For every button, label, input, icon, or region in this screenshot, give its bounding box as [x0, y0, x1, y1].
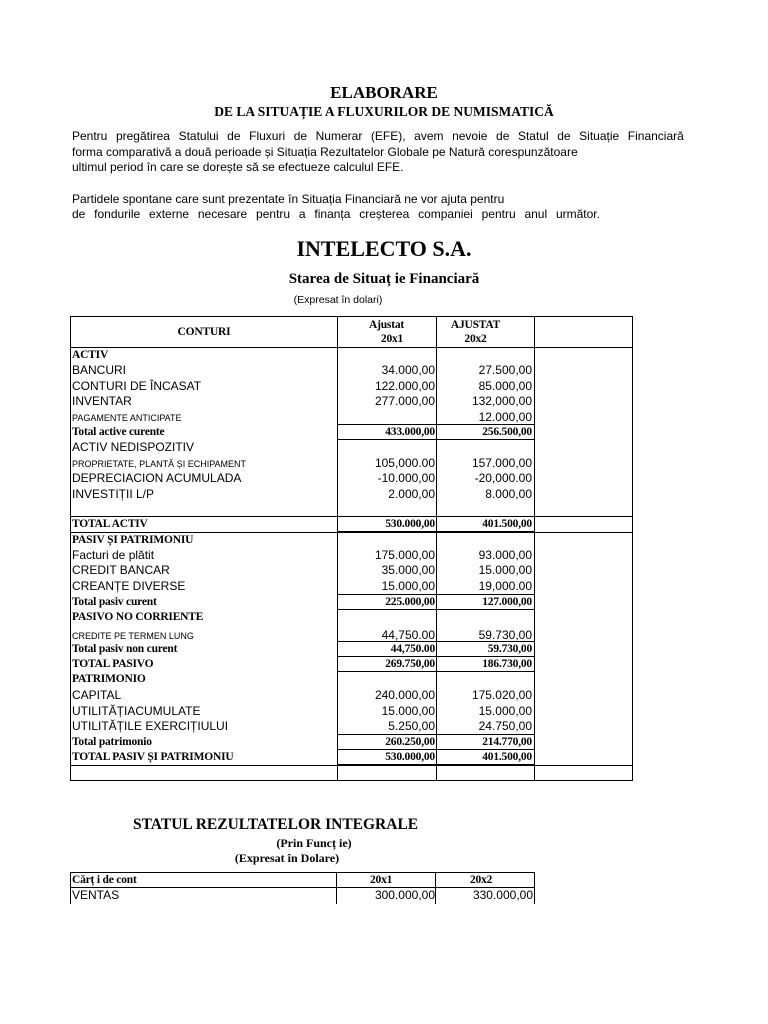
table-cell-v1: 15.000,00 — [381, 704, 435, 718]
income-header-accounts: Cărț i de cont — [72, 874, 137, 886]
table-cell-v2: 27.500,00 — [478, 363, 532, 377]
intro-word: de — [557, 129, 571, 143]
table-cell-v2: 85.000,00 — [478, 379, 532, 393]
header-accounts: CONTURI — [177, 326, 231, 338]
table-row-label: CONTURI DE ÎNCASAT — [72, 379, 202, 393]
intro-word: Statului — [178, 129, 219, 143]
income-subtitle-2: (Expresat în Dolare) — [234, 851, 340, 865]
table-row-label: CAPITAL — [72, 688, 122, 702]
intro-word: creșterea — [359, 207, 410, 221]
table-cell-v2: 12.000,00 — [478, 410, 532, 424]
table-row-label: TOTAL ACTIV — [72, 518, 148, 530]
page-subtitle: DE LA SITUAȚIE A FLUXURILOR DE NUMISMATICĂ — [214, 104, 554, 119]
statement-title: Starea de Situaț ie Financiară — [288, 271, 480, 287]
table-row-label: CREDIT BANCAR — [72, 563, 170, 577]
intro-word: a — [298, 207, 306, 221]
table-cell-v2: 401.500,00 — [482, 751, 532, 763]
intro-word: pregătirea — [115, 129, 170, 143]
table-row-label: CREDITE PE TERMEN LUNG — [72, 631, 194, 641]
table-cell-v1: 260.250,00 — [385, 736, 435, 748]
table-cell-v2: 127.000,00 — [482, 596, 532, 608]
intro-word: (EFE), — [370, 129, 406, 143]
table-row-label: Total pasiv curent — [72, 596, 157, 608]
table-row-label: DEPRECIACION ACUMULADA — [72, 471, 242, 485]
table-cell-v2: 59.730,00 — [478, 628, 532, 642]
table-cell-v1: 122.000,00 — [374, 379, 435, 393]
header-col2-line1: AJUSTAT — [450, 319, 501, 331]
table-row-label: BANCURI — [72, 363, 127, 377]
table-row-label: UTILITĂȚIACUMULATE — [72, 704, 201, 718]
table-cell-v2: 59.730,00 — [487, 643, 532, 655]
table-row-label: PASIVO NO CORRIENTE — [72, 611, 204, 623]
intro-word: Statul — [517, 129, 549, 143]
table-cell-v1: 34.000,00 — [381, 363, 435, 377]
intro-word: pentru — [481, 207, 516, 221]
table-row-label: ACTIV NEDISPOZITIV — [72, 440, 195, 454]
table-cell-v2: 8.000,00 — [485, 487, 532, 501]
table-cell-v1: 15.000,00 — [381, 579, 435, 593]
intro-word: Financiară — [627, 129, 684, 143]
intro-word: Fluxuri — [249, 129, 286, 143]
table-cell-v2: 93.000,00 — [478, 548, 532, 562]
income-header-col2: 20x2 — [470, 874, 493, 886]
intro-word: companiei — [418, 207, 473, 221]
table-cell-v2: 15.000,00 — [478, 563, 532, 577]
table-cell-v1: 530.000,00 — [385, 751, 435, 763]
intro-word: de — [72, 207, 86, 221]
table-cell-v1: 277.000,00 — [374, 394, 435, 408]
table-cell-v1: 269.750,00 — [385, 658, 435, 670]
intro-line-2: forma comparativă a două perioade și Situația Rezultatelor Globale pe Natură corespunzătoare — [72, 145, 578, 159]
intro-line-5 — [72, 207, 600, 221]
income-cell-v1: 300.000,00 — [374, 888, 435, 902]
table-cell-v1: 35.000,00 — [381, 563, 435, 577]
table-row-label: Facturi de plătit — [72, 548, 155, 562]
currency-note: (Expresat în dolari) — [293, 294, 383, 306]
table-row-label: PAGAMENTE ANTICIPATE — [72, 413, 182, 423]
table-row-label: PASIV ȘI PATRIMONIU — [72, 534, 194, 546]
table-cell-v1: 530.000,00 — [385, 518, 435, 530]
intro-word: nevoie — [452, 129, 488, 143]
table-cell-v1: 5.250,00 — [388, 719, 435, 733]
table-cell-v1: 44,750.00 — [381, 628, 435, 642]
table-row-label: Total patrimonio — [72, 736, 152, 748]
table-cell-v2: 132,000,00 — [471, 394, 532, 408]
table-cell-v2: 19,000.00 — [478, 579, 532, 593]
table-cell-v1: 433.000,00 — [385, 426, 435, 438]
table-cell-v2: -20,000.00 — [474, 471, 532, 485]
table-row-label: PATRIMONIO — [72, 673, 146, 685]
income-header-col1: 20x1 — [370, 874, 393, 886]
table-row-label: CREANȚE DIVERSE — [72, 579, 186, 593]
intro-word: fondurile — [94, 207, 141, 221]
intro-word: externe — [149, 207, 190, 221]
table-cell-v2: 256.500,00 — [482, 426, 532, 438]
table-cell-v2: 401.500,00 — [482, 518, 532, 530]
table-row-label: TOTAL PASIV ȘI PATRIMONIU — [72, 751, 234, 763]
table-row-label: INVESTIȚII L/P — [72, 487, 155, 501]
header-col2-line2: 20x2 — [464, 333, 487, 345]
intro-word: finanța — [314, 207, 351, 221]
intro-word: necesare — [197, 207, 248, 221]
intro-word: de — [293, 129, 308, 143]
table-cell-v1: 44,750.00 — [390, 643, 435, 655]
company-name: INTELECTO S.A. — [296, 236, 472, 261]
table-cell-v2: 157.000,00 — [471, 456, 532, 470]
table-cell-v2: 15.000,00 — [478, 704, 532, 718]
header-col1-line1: Ajustat — [368, 319, 404, 331]
table-cell-v2: 214.770,00 — [482, 736, 532, 748]
table-row-label: Total active curente — [72, 426, 165, 438]
table-cell-v1: 225.000,00 — [385, 596, 435, 608]
intro-word: Situație — [579, 129, 620, 143]
intro-word: anul — [524, 207, 548, 221]
table-cell-v2: 175.020,00 — [471, 688, 532, 702]
table-row-label: UTILITĂȚILE EXERCIȚIULUI — [72, 719, 229, 733]
balance-sheet-table — [70, 316, 633, 781]
intro-line-4: Partidele spontane care sunt prezentate în Situația Financiară ne vor ajuta pentru — [72, 192, 505, 206]
intro-word: Numerar — [315, 129, 363, 143]
intro-word: de — [496, 129, 510, 143]
intro-word: avem — [414, 129, 444, 143]
table-cell-v1: 240.000,00 — [374, 688, 435, 702]
intro-word: de — [227, 129, 241, 143]
table-cell-v1: 2.000,00 — [388, 487, 435, 501]
income-title: STATUL REZULTATELOR INTEGRALE — [133, 816, 419, 833]
page-title: ELABORARE — [330, 83, 438, 102]
table-cell-v1: -10.000,00 — [377, 471, 435, 485]
table-cell-v2: 24.750,00 — [478, 719, 532, 733]
intro-word: pentru — [256, 207, 291, 221]
intro-line-1 — [72, 129, 684, 143]
table-cell-v2: 186.730,00 — [482, 658, 532, 670]
table-cell-v1: 105,000.00 — [374, 456, 435, 470]
income-statement-table — [70, 872, 535, 904]
table-row-label: ACTIV — [72, 349, 109, 361]
income-subtitle-1: (Prin Funcț ie) — [276, 836, 352, 850]
income-row-label: VENTAS — [72, 888, 120, 902]
intro-word: următor. — [555, 207, 600, 221]
intro-line-3: ultimul period în care se dorește să se efectueze calculul EFE. — [72, 160, 404, 174]
table-row-label: INVENTAR — [72, 394, 132, 408]
table-cell-v1: 175.000,00 — [374, 548, 435, 562]
header-col1-line2: 20x1 — [380, 333, 404, 345]
intro-word: Pentru — [72, 129, 108, 143]
table-row-label: Total pasiv non curent — [72, 643, 178, 655]
table-row-label: PROPRIETATE, PLANTĂ ȘI ECHIPAMENT — [72, 459, 247, 469]
income-cell-v2: 330.000,00 — [472, 888, 533, 902]
table-row-label: TOTAL PASIVO — [72, 658, 154, 670]
